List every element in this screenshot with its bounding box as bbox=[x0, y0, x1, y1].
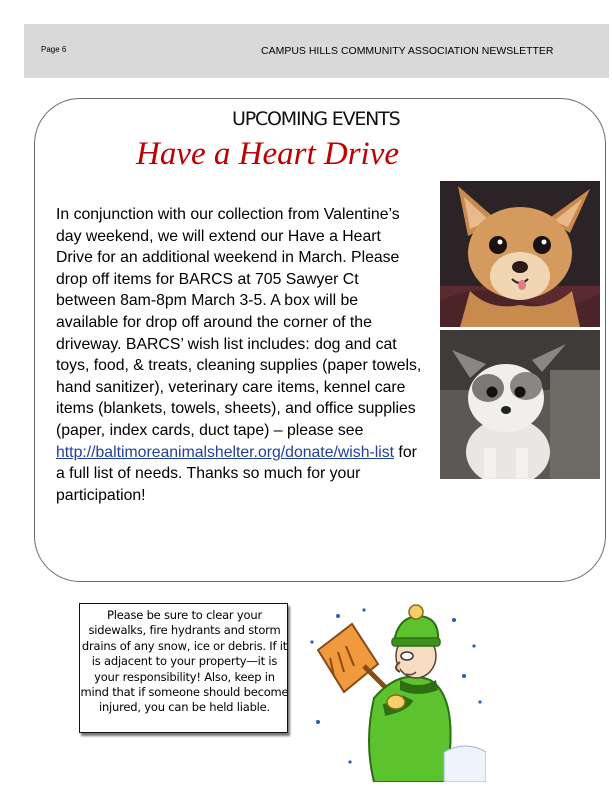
wish-list-link[interactable]: http://baltimoreanimalshelter.org/donate/wish-list bbox=[56, 443, 395, 461]
chihuahua-tan-dog-photo bbox=[440, 181, 600, 327]
snow-notice-text: Please be sure to clear your sidewalks, fire hydrants and storm drains of any snow, ice or debris. If it is adjacent to your property—it is your responsibility! Also, keep in mind that if someone should become injured, you can be held liable. bbox=[80, 608, 289, 715]
description-text-start: In conjunction with our collection from Valentine’s day weekend, we will extend our Have a Heart Drive for an additional weekend in March. Please drop off items for BARCS at 705 Sawyer Ct between 8am-8pm March 3-5. A box will be available for drop off around the corner of the driveway. BARCS’ wish list includes: dog and cat toys, food, & treats, cleaning supplies (paper towels, hand sanitizer), veterinary care items, kennel care items (blankets, towels, sheets), and office supplies (paper, index cards, duct tape) – please see bbox=[56, 206, 422, 439]
description-text-end: for a full list of needs. Thanks so much for your participation! bbox=[56, 443, 417, 504]
chihuahua-white-gray-dog-photo bbox=[440, 330, 600, 479]
newsletter-header bbox=[24, 24, 609, 78]
newsletter-title: CAMPUS HILLS COMMUNITY ASSOCIATION NEWSLETTER bbox=[261, 45, 554, 57]
event-description bbox=[56, 204, 422, 506]
dog-photo-bottom bbox=[440, 330, 600, 479]
snow-notice-box bbox=[79, 603, 288, 733]
event-title: Have a Heart Drive bbox=[136, 136, 400, 172]
snow-shoveling-cartoon bbox=[304, 602, 486, 782]
dog-photo-top bbox=[440, 181, 600, 327]
section-heading: UPCOMING EVENTS bbox=[232, 108, 400, 130]
page-number: Page 6 bbox=[41, 45, 67, 54]
man-shoveling-snow-cartoon bbox=[304, 602, 486, 782]
